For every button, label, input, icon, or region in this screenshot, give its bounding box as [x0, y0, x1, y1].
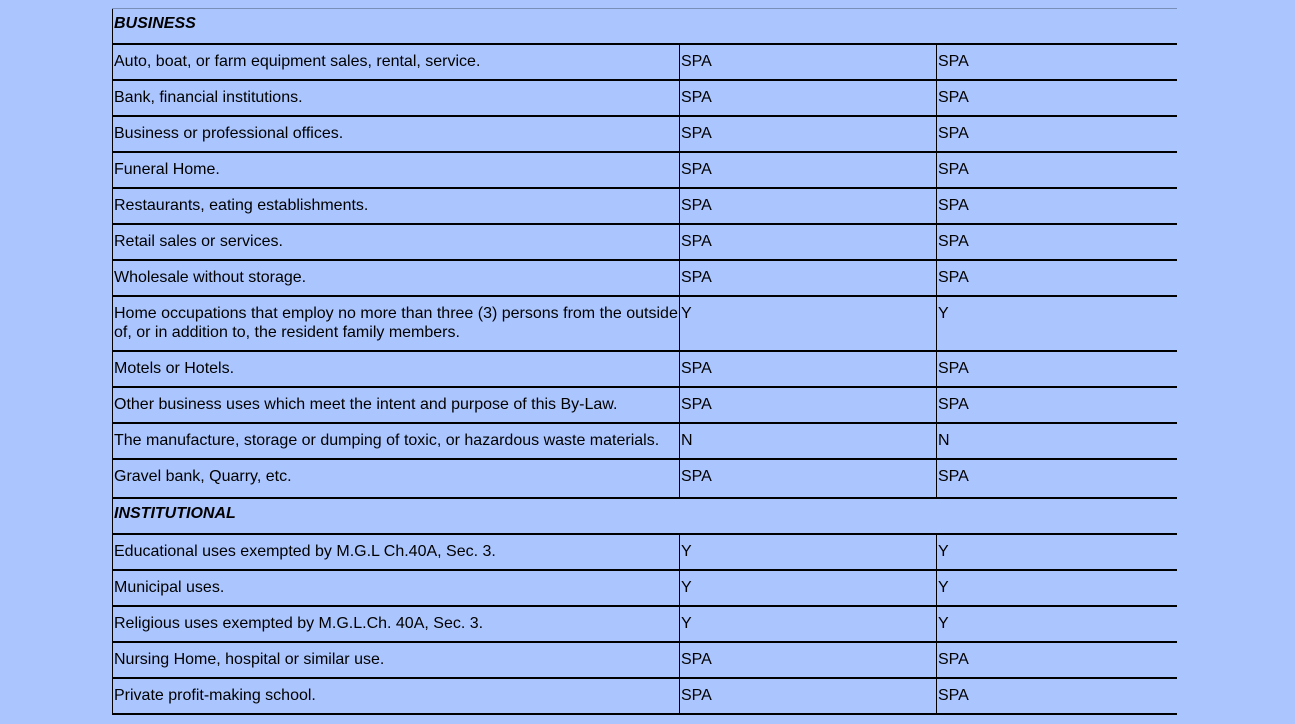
- value-cell: Y: [937, 570, 1177, 606]
- table-row: [113, 642, 1177, 678]
- table-row: [113, 351, 1177, 387]
- section-header-row: [113, 9, 1177, 45]
- table-row: [113, 606, 1177, 642]
- value-cell: SPA: [680, 260, 937, 296]
- use-cell: Auto, boat, or farm equipment sales, rental, service.: [113, 44, 680, 80]
- value-cell: Y: [937, 296, 1177, 351]
- value-cell: SPA: [937, 260, 1177, 296]
- value-cell: SPA: [937, 387, 1177, 423]
- use-cell: Home occupations that employ no more than three (3) persons from the outside of, or in addition to, the resident family members.: [113, 296, 680, 351]
- value-cell: Y: [680, 570, 937, 606]
- value-cell: SPA: [937, 116, 1177, 152]
- table-row: [113, 678, 1177, 714]
- value-cell: SPA: [937, 678, 1177, 714]
- table-row: [113, 387, 1177, 423]
- table-row: [113, 116, 1177, 152]
- value-cell: SPA: [937, 642, 1177, 678]
- use-cell: Restaurants, eating establishments.: [113, 188, 680, 224]
- table-row: [113, 534, 1177, 570]
- value-cell: SPA: [680, 44, 937, 80]
- value-cell: SPA: [937, 152, 1177, 188]
- use-cell: Funeral Home.: [113, 152, 680, 188]
- value-cell: SPA: [937, 459, 1177, 498]
- value-cell: Y: [680, 534, 937, 570]
- use-cell: Business or professional offices.: [113, 116, 680, 152]
- value-cell: SPA: [937, 188, 1177, 224]
- table-row: [113, 570, 1177, 606]
- value-cell: SPA: [937, 80, 1177, 116]
- value-cell: SPA: [680, 678, 937, 714]
- use-cell: Retail sales or services.: [113, 224, 680, 260]
- section-title: BUSINESS: [113, 9, 1177, 45]
- value-cell: SPA: [680, 642, 937, 678]
- value-cell: Y: [937, 606, 1177, 642]
- land-use-table: [112, 8, 1177, 715]
- table-row: [113, 44, 1177, 80]
- use-cell: Nursing Home, hospital or similar use.: [113, 642, 680, 678]
- value-cell: SPA: [937, 44, 1177, 80]
- value-cell: SPA: [680, 224, 937, 260]
- value-cell: SPA: [937, 224, 1177, 260]
- value-cell: N: [680, 423, 937, 459]
- value-cell: Y: [937, 534, 1177, 570]
- value-cell: SPA: [680, 116, 937, 152]
- value-cell: SPA: [680, 387, 937, 423]
- table-row: [113, 224, 1177, 260]
- use-cell: Motels or Hotels.: [113, 351, 680, 387]
- value-cell: SPA: [680, 351, 937, 387]
- value-cell: SPA: [937, 351, 1177, 387]
- value-cell: SPA: [680, 188, 937, 224]
- value-cell: Y: [680, 606, 937, 642]
- use-cell: Wholesale without storage.: [113, 260, 680, 296]
- use-cell: Private profit-making school.: [113, 678, 680, 714]
- use-cell: The manufacture, storage or dumping of toxic, or hazardous waste materials.: [113, 423, 680, 459]
- use-cell: Other business uses which meet the intent and purpose of this By-Law.: [113, 387, 680, 423]
- value-cell: SPA: [680, 80, 937, 116]
- use-cell: Gravel bank, Quarry, etc.: [113, 459, 680, 498]
- value-cell: SPA: [680, 152, 937, 188]
- table-row: [113, 80, 1177, 116]
- value-cell: N: [937, 423, 1177, 459]
- use-cell: Municipal uses.: [113, 570, 680, 606]
- table-row: [113, 459, 1177, 498]
- table-row: [113, 188, 1177, 224]
- use-cell: Religious uses exempted by M.G.L.Ch. 40A, Sec. 3.: [113, 606, 680, 642]
- value-cell: Y: [680, 296, 937, 351]
- table-row: [113, 423, 1177, 459]
- section-header-row: [113, 498, 1177, 534]
- value-cell: SPA: [680, 459, 937, 498]
- table-row: [113, 296, 1177, 351]
- use-cell: Bank, financial institutions.: [113, 80, 680, 116]
- table-row: [113, 152, 1177, 188]
- use-cell: Educational uses exempted by M.G.L Ch.40A, Sec. 3.: [113, 534, 680, 570]
- table-row: [113, 260, 1177, 296]
- section-title: INSTITUTIONAL: [113, 498, 1177, 534]
